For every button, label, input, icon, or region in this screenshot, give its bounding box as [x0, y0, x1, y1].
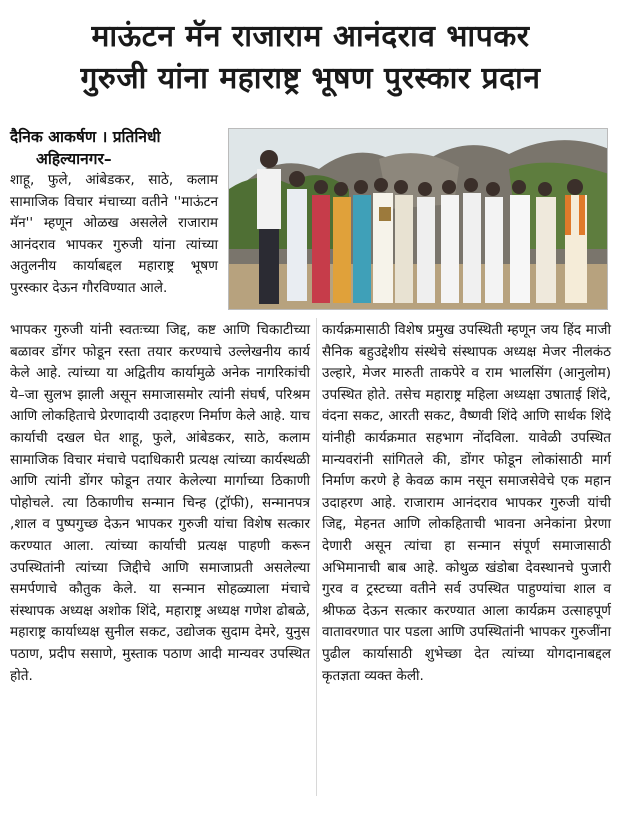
byline-source: दैनिक आकर्षण । प्रतिनिधी [10, 128, 161, 146]
article-intro [10, 170, 218, 320]
group-photo-illustration [229, 129, 608, 310]
intro-paragraph: शाहू, फुले, आंबेडकर, साठे, कलाम सामाजिक विचार मंचाच्या वतीने ''माऊंटन मॅन'' म्हणून ओळख असलेले राजाराम आनंदराव भापकर गुरुजी यांना त्यांच्या अतुलनीय कार्याबद्दल महाराष्ट्र भूषण पुरस्कार देऊन गौरविण्यात आले. [10, 172, 218, 296]
byline [10, 126, 225, 170]
headline-line-1: माऊंटन मॅन राजाराम आनंदराव भापकर [91, 19, 530, 54]
award-ceremony-photo [228, 128, 608, 310]
right-paragraph: कार्यक्रमासाठी विशेष प्रमुख उपस्थिती म्हणून जय हिंद माजी सैनिक बहुउद्देशीय संस्थेचे संस्थापक अध्यक्ष मेजर नीलकंठ उल्हारे, मेजर मारुती ताकपेरे व राम भालसिंग (आनुलोम) उपस्थित होते. तसेच महाराष्ट्र महिला अध्यक्षा उषाताई शिंदे, वंदना सकट, आरती सकट, वैष्णवी शिंदे आणि सार्थक शिंदे यांनीही कार्यक्रमात सहभाग नोंदविला. यावेळी उपस्थित मान्यवरांनी सांगितले की, डोंगर फोडून लोकांसाठी मार्ग निर्माण करणे हे केवळ काम नसून समाजसेवेचे एक महान उदाहरण आहे. राजाराम आनंदराव भापकर गुरुजी यांची जिद्द, मेहनत आणि लोकहिताची भावना अनेकांना प्रेरणा देणारी असून त्यांचा हा सन्मान संपूर्ण समाजासाठी अभिमानाची बाब आहे. कोथुळ खंडोबा देवस्थानचे पुजारी गुरव व ट्रस्टच्या वतीने सर्व उपस्थित पाहुण्यांचा शाल व श्रीफळ देऊन सत्कार करण्यात आला कार्यक्रम उत्साहपूर्ण वातावरणात पार पडला आणि उपस्थितांनी भापकर गुरुजींना पुढील कार्यासाठी शुभेच्छा देत त्यांच्या योगदानाबद्दल कृतज्ञता व्यक्त केली. [322, 322, 611, 684]
article-column-left [10, 320, 310, 687]
left-paragraph: भापकर गुरुजी यांनी स्वतःच्या जिद्द, कष्ट आणि चिकाटीच्या बळावर डोंगर फोडून रस्ता तयार करण्याचे उल्लेखनीय कार्य केले आहे. त्यांच्या या अद्वितीय कार्यामुळे अनेक नागरिकांची ये–जा सुलभ झाली असून समाजासमोर त्यांनी संघर्ष, परिश्रम आणि लोकहिताचे प्रेरणादायी उदाहरण निर्माण केले आहे. याच कार्याची दखल घेत शाहू, फुले, आंबेडकर, साठे, कलाम सामाजिक विचार मंचाचे पदाधिकारी प्रत्यक्ष त्यांच्या कार्यस्थळी आणि त्यांनी डोंगर फोडून तयार केलेल्या मार्गाच्या ठिकाणी पोहोचले. त्या ठिकाणीच सन्मान चिन्ह (ट्रॉफी), सन्मानपत्र ,शाल व पुष्पगुच्छ देऊन भापकर गुरुजी यांचा विशेष सत्कार करण्यात आला. त्यांच्या कार्याची प्रत्यक्ष पाहणी करून उपस्थितांनी त्यांच्या जिद्दीचे आणि समाजाप्रती असलेल्या समर्पणाचे कौतुक केले. या सन्मान सोहळ्याला मंचाचे संस्थापक अध्यक्ष अशोक शिंदे, महाराष्ट्र अध्यक्ष गणेश ढोबळे, महाराष्ट्र कार्याध्यक्ष सुनील सकट, उद्योजक सुदाम देमरे, युनुस पठाण, प्रदीप ससाणे, मुस्ताक पठाण आदी मान्यवर उपस्थित होते. [10, 322, 310, 684]
column-divider [316, 318, 317, 796]
article-column-right [322, 320, 611, 687]
headline-line-2: गुरुजी यांना महाराष्ट्र भूषण पुरस्कार प्रदान [80, 61, 541, 96]
dateline-place: अहिल्यानगर– [36, 150, 112, 168]
headline [6, 16, 615, 100]
